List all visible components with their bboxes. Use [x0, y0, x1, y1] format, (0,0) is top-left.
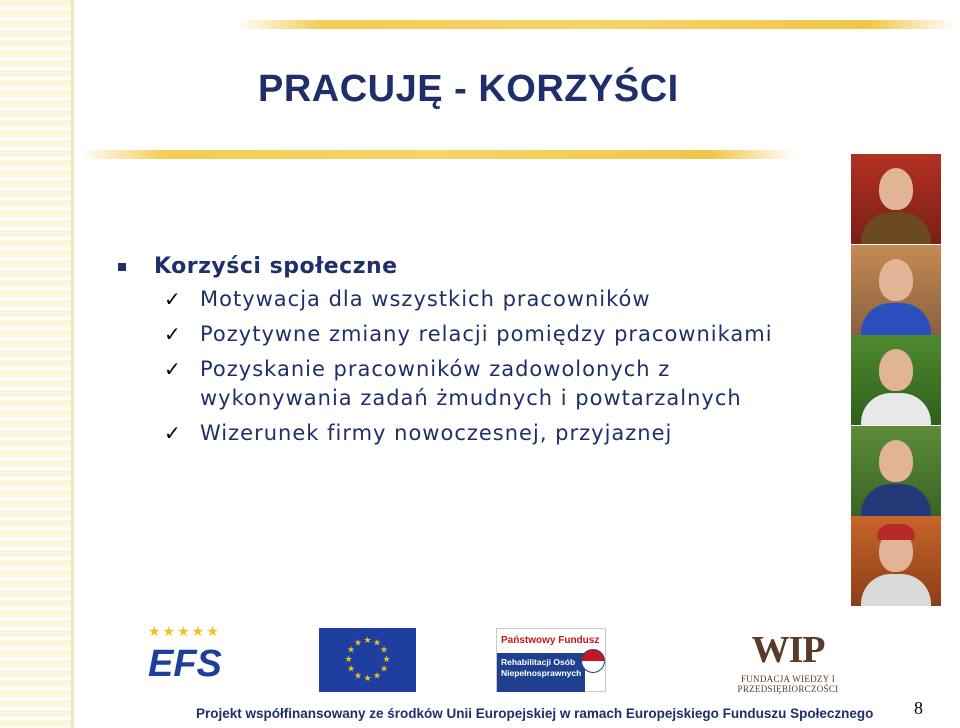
pfron-line3: Niepełnosprawnych: [501, 668, 582, 678]
pfron-logo: [496, 628, 606, 692]
pfron-lower-text: [497, 653, 585, 692]
list-item: [164, 320, 838, 349]
portrait-photo-strip: [851, 154, 941, 606]
list-item-line: wykonywania zadań żmudnych i powtarzalnych: [200, 386, 742, 410]
square-bullet-icon: [118, 263, 126, 271]
list-item: [164, 419, 838, 448]
efs-stars-icon: ★★★★★: [148, 624, 221, 640]
side-stripe-decoration: [0, 0, 74, 728]
efs-logo-text: EFS: [148, 643, 222, 685]
section-heading-row: [118, 254, 838, 279]
footer-text: Projekt współfinansowany ze środków Unii Europejskiej w ramach Europejskiego Funduszu Społecznego: [196, 706, 874, 721]
list-item-line: Pozyskanie pracowników zadowolonych z: [200, 357, 671, 381]
wip-logo: [692, 629, 884, 694]
svg-text:★: ★: [353, 638, 363, 649]
list-item-text: [200, 355, 742, 413]
svg-text:★: ★: [382, 655, 391, 665]
slide-title: PRACUJĘ - KORZYŚCI: [258, 68, 679, 110]
svg-text:★: ★: [353, 671, 363, 682]
portrait-photo: [851, 245, 941, 335]
benefits-list: [118, 285, 838, 448]
checkmark-icon: ✓: [164, 322, 182, 346]
svg-text:★: ★: [372, 671, 382, 682]
portrait-photo: [851, 426, 941, 516]
title-underline-stroke: [80, 150, 796, 159]
efs-logo: [148, 624, 244, 688]
svg-text:★: ★: [379, 645, 389, 656]
list-item-text: Pozytywne zmiany relacji pomiędzy pracownikami: [200, 322, 773, 346]
svg-text:★: ★: [344, 655, 353, 665]
wip-foundation-name: FUNDACJA WIEDZY I PRZEDSIĘBIORCZOŚCI: [737, 674, 839, 694]
svg-text:★: ★: [363, 636, 372, 646]
portrait-photo: [851, 154, 941, 244]
svg-text:★: ★: [363, 674, 372, 684]
list-item-text: Wizerunek firmy nowoczesnej, przyjaznej: [200, 421, 673, 445]
svg-text:★: ★: [346, 664, 356, 675]
svg-text:★: ★: [346, 645, 356, 656]
eu-stars-icon: [319, 628, 416, 692]
page-number: 8: [914, 698, 923, 718]
svg-text:★: ★: [372, 638, 382, 649]
portrait-photo: [851, 516, 941, 606]
checkmark-icon: ✓: [164, 357, 182, 381]
svg-text:★: ★: [379, 664, 389, 675]
list-item: [164, 355, 838, 413]
wip-logo-text: WIP: [751, 629, 825, 671]
pfron-line2: Rehabilitacji Osób: [501, 657, 576, 667]
pfron-line1: Państwowy Fundusz: [497, 629, 605, 652]
checkmark-icon: ✓: [164, 287, 182, 311]
pfron-circle-icon: [581, 649, 605, 673]
section-heading: Korzyści społeczne: [154, 254, 398, 279]
list-item-text: Motywacja dla wszystkich pracowników: [200, 287, 651, 311]
portrait-photo: [851, 335, 941, 425]
eu-flag-logo: [319, 628, 416, 692]
slide-content: [118, 254, 838, 454]
checkmark-icon: ✓: [164, 421, 182, 445]
top-highlight-stroke: [236, 20, 956, 29]
list-item: [164, 285, 838, 314]
